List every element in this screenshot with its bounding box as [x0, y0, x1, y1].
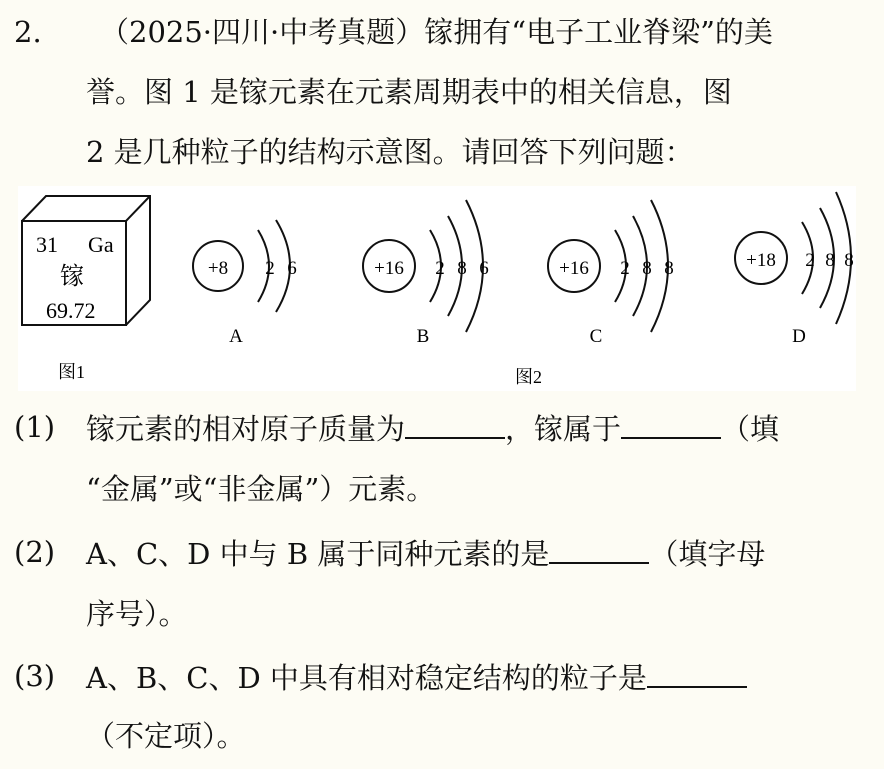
particle-label: D — [792, 326, 806, 347]
particle-label: A — [229, 326, 243, 347]
figure-2-caption: 图2 — [515, 367, 542, 387]
figure-area — [18, 186, 856, 391]
question-stem-line-1: （2025·四川·中考真题）镓拥有“电子工业脊梁”的美 — [100, 15, 773, 49]
sub-question-3-line-1 — [86, 656, 747, 698]
sub-question-1-text-a: 镓元素的相对原子质量为 — [86, 412, 406, 446]
nucleus-charge: +16 — [374, 258, 404, 279]
element-name: 镓 — [60, 264, 84, 290]
particle-label: B — [416, 326, 430, 347]
question-stem-line-3: 2 是几种粒子的结构示意图。请回答下列问题： — [86, 135, 694, 169]
sub-question-3-number: (3) — [14, 659, 56, 693]
nucleus-charge: +8 — [207, 258, 229, 279]
sub-question-1-text-b: ，镓属于 — [505, 412, 622, 446]
nucleus-charge: +18 — [746, 250, 776, 271]
shell-electron-count: 2 — [805, 250, 815, 271]
particle-d — [735, 192, 854, 347]
answer-blank-2[interactable] — [549, 532, 649, 564]
shell-electron-count: 8 — [664, 258, 674, 279]
particle-a — [193, 220, 297, 347]
sub-question-2-number: (2) — [14, 535, 56, 569]
sub-question-1-line-2: “金属”或“非金属”）元素。 — [86, 472, 436, 506]
sub-question-3-text-a: A、B、C、D 中具有相对稳定结构的粒子是 — [86, 661, 647, 695]
sub-question-2-text-b: （填字母 — [649, 537, 766, 571]
particle-label: C — [589, 326, 603, 347]
sub-question-2-line-2: 序号）。 — [86, 597, 188, 631]
element-symbol: Ga — [88, 232, 114, 257]
shell-electron-count: 8 — [457, 258, 467, 279]
question-stem-line-2: 誉。图 1 是镓元素在元素周期表中的相关信息，图 — [86, 75, 732, 109]
particle-b — [363, 200, 489, 347]
shell-electron-count: 2 — [620, 258, 630, 279]
element-atomic-number: 31 — [36, 232, 58, 257]
sub-question-2-line-1 — [86, 532, 765, 574]
shell-electron-count: 2 — [265, 258, 275, 279]
shell-electron-count: 8 — [825, 250, 835, 271]
nucleus-charge: +16 — [559, 258, 589, 279]
sub-question-3-line-2: （不定项）。 — [86, 719, 246, 753]
shell-electron-count: 8 — [642, 258, 652, 279]
sub-question-1-text-c: （填 — [721, 412, 780, 446]
answer-blank-3[interactable] — [647, 656, 747, 688]
shell-electron-count: 6 — [287, 258, 297, 279]
element-card-edge — [126, 196, 150, 221]
element-atomic-mass: 69.72 — [46, 298, 96, 323]
shell-electron-count: 2 — [435, 258, 445, 279]
figures-svg — [18, 186, 856, 391]
sub-question-1-line-1 — [86, 407, 779, 449]
answer-blank-1b[interactable] — [621, 407, 721, 439]
shell-electron-count: 6 — [479, 258, 489, 279]
sub-question-1-number: (1) — [14, 410, 56, 444]
particle-c — [548, 200, 674, 347]
shell-electron-count: 8 — [844, 250, 854, 271]
answer-blank-1a[interactable] — [405, 407, 505, 439]
question-number: 2. — [14, 15, 42, 49]
figure-1-caption: 图1 — [58, 362, 85, 382]
sub-question-2-text-a: A、C、D 中与 B 属于同种元素的是 — [86, 537, 550, 571]
